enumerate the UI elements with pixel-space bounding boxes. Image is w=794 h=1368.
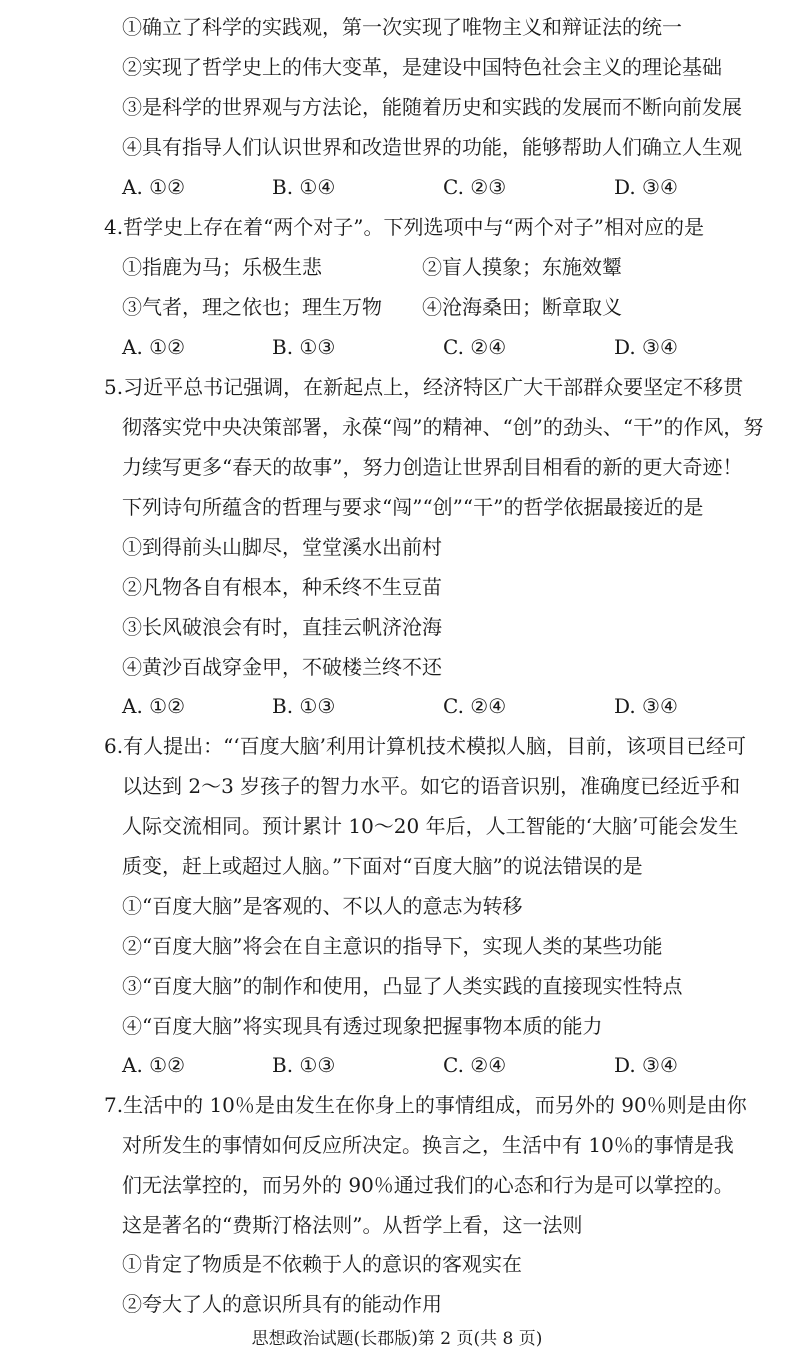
q6-item-3: ③“百度大脑”的制作和使用，凸显了人类实践的直接现实性特点: [122, 974, 683, 998]
q5-item-1: ①到得前头山脚尽，堂堂溪水出前村: [122, 535, 442, 559]
page-footer: 思想政治试题(长郡版)第 2 页(共 8 页): [251, 1329, 543, 1349]
q3-option-d: D. ③④: [614, 175, 678, 199]
q6-stem-line-1: 6.有人提出：“‘百度大脑’利用计算机技术模拟人脑，目前，该项目已经可: [104, 734, 747, 758]
q4-option-a: A. ①②: [122, 335, 186, 359]
q6-item-1: ①“百度大脑”是客观的、不以人的意志为转移: [122, 894, 523, 918]
q3-item-4: ④具有指导人们认识世界和改造世界的功能，能够帮助人们确立人生观: [122, 135, 742, 159]
q5-stem-line-2: 彻落实党中央决策部署，永葆“闯”的精神、“创”的劲头、“干”的作风，努: [122, 415, 764, 439]
q4-option-d: D. ③④: [614, 335, 678, 359]
q4-stem: 4.哲学史上存在着“两个对子”。下列选项中与“两个对子”相对应的是: [104, 215, 704, 239]
q5-item-2: ②凡物各自有根本，种禾终不生豆苗: [122, 575, 442, 599]
q7-stem-line-1: 7.生活中的 10％是由发生在你身上的事情组成，而另外的 90％则是由你: [104, 1093, 747, 1117]
q6-item-2: ②“百度大脑”将会在自主意识的指导下，实现人类的某些功能: [122, 934, 663, 958]
q6-item-4: ④“百度大脑”将实现具有透过现象把握事物本质的能力: [122, 1014, 603, 1038]
q5-option-d: D. ③④: [614, 694, 678, 718]
q7-stem-line-4: 这是著名的“费斯汀格法则”。从哲学上看，这一法则: [122, 1213, 583, 1237]
q4-item-2: ②盲人摸象；东施效颦: [422, 255, 622, 279]
q7-item-2: ②夸大了人的意识所具有的能动作用: [122, 1292, 442, 1316]
q6-stem-line-4: 质变，赶上或超过人脑。”下面对“百度大脑”的说法错误的是: [122, 854, 643, 878]
q5-stem-line-4: 下列诗句所蕴含的哲理与要求“闯”“创”“干”的哲学依据最接近的是: [122, 495, 704, 519]
q4-item-4: ④沧海桑田；断章取义: [422, 295, 622, 319]
q3-item-1: ①确立了科学的实践观，第一次实现了唯物主义和辩证法的统一: [122, 15, 682, 39]
q4-item-3: ③气者，理之依也；理生万物: [122, 295, 382, 319]
q5-item-3: ③长风破浪会有时，直挂云帆济沧海: [122, 615, 442, 639]
q4-option-b: B. ①③: [272, 335, 336, 359]
q7-item-1: ①肯定了物质是不依赖于人的意识的客观实在: [122, 1252, 522, 1276]
q5-option-b: B. ①③: [272, 694, 336, 718]
q5-option-c: C. ②④: [443, 694, 507, 718]
q6-option-c: C. ②④: [443, 1053, 507, 1077]
q7-stem-line-3: 们无法掌控的，而另外的 90％通过我们的心态和行为是可以掌控的。: [122, 1173, 734, 1197]
q6-stem-line-3: 人际交流相同。预计累计 10～20 年后，人工智能的‘大脑’可能会发生: [122, 814, 739, 838]
q3-item-2: ②实现了哲学史上的伟大变革，是建设中国特色社会主义的理论基础: [122, 55, 722, 79]
q6-option-d: D. ③④: [614, 1053, 678, 1077]
q3-option-c: C. ②③: [443, 175, 507, 199]
q6-option-a: A. ①②: [122, 1053, 186, 1077]
q3-option-a: A. ①②: [122, 175, 186, 199]
q6-option-b: B. ①③: [272, 1053, 336, 1077]
q3-option-b: B. ①④: [272, 175, 336, 199]
q3-item-3: ③是科学的世界观与方法论，能随着历史和实践的发展而不断向前发展: [122, 95, 742, 119]
q7-stem-line-2: 对所发生的事情如何反应所决定。换言之，生活中有 10％的事情是我: [122, 1133, 734, 1157]
q6-stem-line-2: 以达到 2～3 岁孩子的智力水平。如它的语音识别，准确度已经近乎和: [122, 774, 741, 798]
q5-item-4: ④黄沙百战穿金甲，不破楼兰终不还: [122, 655, 442, 679]
q5-stem-line-1: 5.习近平总书记强调，在新起点上，经济特区广大干部群众要坚定不移贯: [104, 375, 744, 399]
q4-option-c: C. ②④: [443, 335, 507, 359]
q5-stem-line-3: 力续写更多“春天的故事”，努力创造让世界刮目相看的新的更大奇迹！: [122, 455, 743, 479]
q4-item-1: ①指鹿为马；乐极生悲: [122, 255, 322, 279]
q5-option-a: A. ①②: [122, 694, 186, 718]
